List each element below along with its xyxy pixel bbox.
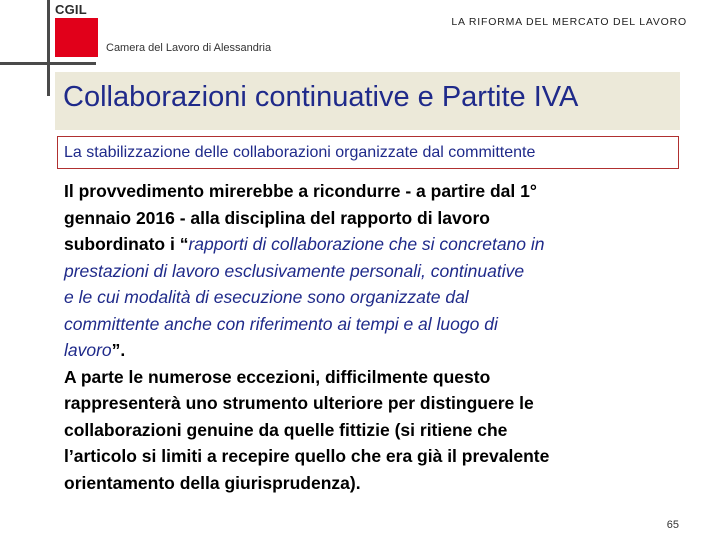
decorative-horizontal-line <box>0 62 96 65</box>
body-line: l’articolo si limiti a recepire quello che era già il prevalente <box>64 446 550 466</box>
quoted-text: rapporti di collaborazione che si concretano in <box>188 234 545 254</box>
body-line: A parte le numerose eccezioni, difficilmente questo <box>64 366 491 387</box>
body-line: collaborazioni genuine da quelle fittizie (si ritiene che <box>64 419 508 440</box>
body-line: gennaio 2016 - alla disciplina del rapporto di lavoro <box>64 207 490 228</box>
body-text-segment: subordinato i “ <box>64 234 189 254</box>
body-line: rappresenterà uno strumento ulteriore per distinguere le <box>64 393 534 413</box>
decorative-vertical-line <box>47 0 50 96</box>
slide-title: Collaborazioni continuative e Partite IVA <box>63 81 579 113</box>
body-line: orientamento della giurisprudenza). <box>64 472 361 493</box>
logo-text: CGIL <box>55 2 87 17</box>
quoted-text: lavoro <box>64 340 112 360</box>
slide-body <box>64 178 694 496</box>
cgil-logo <box>55 2 98 57</box>
body-line <box>64 231 694 258</box>
logo-red-square <box>55 18 98 57</box>
body-line: Il provvedimento mirerebbe a ricondurre - a partire dal 1° <box>64 181 537 201</box>
quoted-line: committente anche con riferimento ai tempi e al luogo di <box>64 313 498 334</box>
quoted-line: prestazioni di lavoro esclusivamente personali, continuative <box>64 260 525 281</box>
body-line <box>64 337 694 364</box>
body-text-segment: ”. <box>111 340 126 360</box>
organization-name: Camera del Lavoro di Alessandria <box>106 42 272 54</box>
slide-subtitle: La stabilizzazione delle collaborazioni organizzate dal committente <box>64 144 536 161</box>
quoted-line: e le cui modalità di esecuzione sono organizzate dal <box>64 287 469 307</box>
page-number: 65 <box>666 519 679 531</box>
header-topic: LA RIFORMA DEL MERCATO DEL LAVORO <box>451 16 687 28</box>
